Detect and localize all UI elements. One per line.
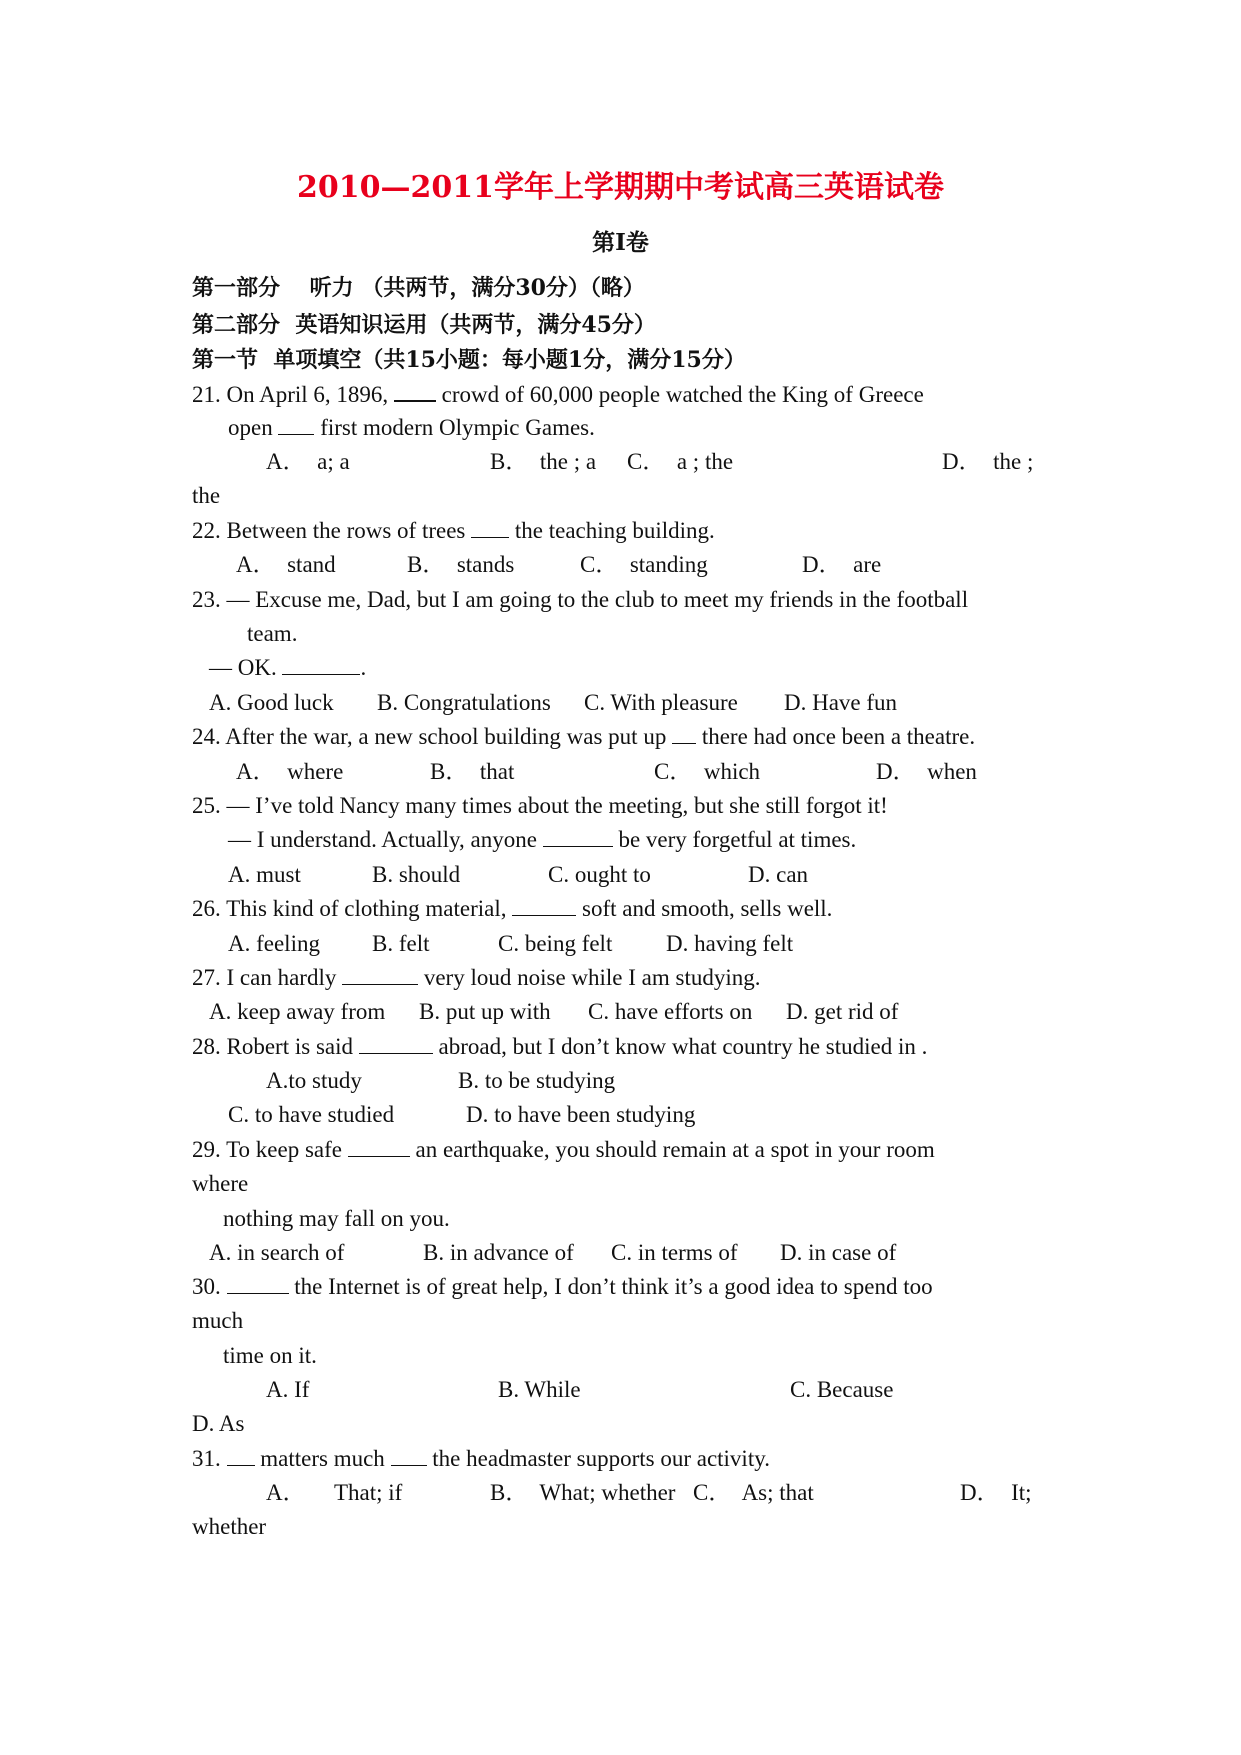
answer-blank [278,414,314,435]
question-22-stem: 22. Between the rows of trees the teaching building. [192,518,715,543]
question-29-stem-cont: where [192,1171,249,1196]
question-25-option-d: D. can [748,862,809,887]
question-25-option-c: C. ought to [548,862,651,887]
question-30-stem: 30. the Internet is of great help, I don’t think it’s a good idea to spend too [192,1274,933,1299]
part1-heading: 第一部分 听力 （共两节，满分30分）（略） [192,275,645,301]
question-23-option-d: D. Have fun [784,690,898,715]
question-21-option-b: B． the ; a [490,449,597,474]
question-29-option-c: C. in terms of [611,1240,738,1265]
question-29-option-a: A. in search of [209,1240,345,1265]
question-31-option-d: D． It; [960,1480,1032,1505]
exam-title: 2010—2011学年上学期期中考试高三英语试卷 [297,170,944,205]
answer-blank [543,826,613,847]
question-27-option-d: D. get rid of [786,999,899,1024]
question-31-stem: 31. matters much the headmaster supports our activity. [192,1446,770,1471]
answer-blank [227,1273,289,1294]
question-30-option-b: B. While [498,1377,581,1402]
question-26-stem: 26. This kind of clothing material, soft and smooth, sells well. [192,896,833,921]
question-27-option-a: A. keep away from [209,999,386,1024]
question-22-option-a: A． stand [236,552,336,577]
question-25-stem: 25. — I’ve told Nancy many times about the meeting, but she still forgot it! [192,793,888,818]
volume-heading: 第Ⅰ卷 [592,229,649,256]
question-23-option-b: B. Congratulations [377,690,551,715]
question-30-stem-cont: much [192,1308,244,1333]
question-25-reply: — I understand. Actually, anyone be very forgetful at times. [228,827,857,852]
question-29-option-b: B. in advance of [423,1240,574,1265]
question-30-stem-cont-2: time on it. [223,1343,317,1368]
answer-blank [348,1136,410,1157]
question-28-option-d: D. to have been studying [466,1102,696,1127]
question-21-stem-cont: open first modern Olympic Games. [228,415,595,440]
answer-blank [512,895,576,916]
question-21-option-c: C． a ; the [627,449,734,474]
question-24-option-c: C． which [654,759,761,784]
question-27-option-c: C. have efforts on [588,999,753,1024]
question-21-option-d: D． the ; [942,449,1034,474]
question-28-stem: 28. Robert is said abroad, but I don’t know what country he studied in . [192,1034,928,1059]
question-24-option-d: D． when [876,759,977,784]
question-27-stem: 27. I can hardly very loud noise while I am studying. [192,965,761,990]
question-21-stem: 21. On April 6, 1896, crowd of 60,000 people watched the King of Greece [192,382,924,407]
question-29-stem-cont-2: nothing may fall on you. [223,1206,450,1231]
answer-blank [391,1445,427,1466]
question-30-option-c: C. Because [790,1377,894,1402]
question-30-option-d: D. As [192,1411,245,1436]
question-31-option-b: B． What; whether [490,1480,676,1505]
question-22-option-d: D． are [802,552,882,577]
question-29-option-d: D. in case of [780,1240,897,1265]
question-21-option-d-cont: the [192,483,221,508]
answer-blank [394,380,436,402]
question-29-stem: 29. To keep safe an earthquake, you should remain at a spot in your room [192,1137,935,1162]
question-28-option-a: A.to study [266,1068,362,1093]
question-22-option-b: B． stands [407,552,515,577]
question-31-option-a: A． That; if [266,1480,403,1505]
question-26-option-b: B. felt [372,931,430,956]
answer-blank [342,964,418,985]
question-25-option-b: B. should [372,862,461,887]
question-28-option-c: C. to have studied [228,1102,395,1127]
answer-blank [227,1445,255,1466]
question-26-option-d: D. having felt [666,931,794,956]
question-23-stem: 23. — Excuse me, Dad, but I am going to the club to meet my friends in the football [192,587,969,612]
question-22-option-c: C． standing [580,552,708,577]
answer-blank [672,723,696,744]
answer-blank [359,1033,433,1054]
question-30-option-a: A. If [266,1377,310,1402]
question-27-option-b: B. put up with [419,999,551,1024]
question-23-option-a: A. Good luck [209,690,334,715]
question-24-option-b: B． that [430,759,515,784]
part2-heading: 第二部分 英语知识运用（共两节，满分45分） [192,312,656,338]
question-24-option-a: A． where [236,759,344,784]
question-25-option-a: A. must [228,862,301,887]
question-28-option-b: B. to be studying [458,1068,616,1093]
question-23-reply: — OK. . [209,655,367,680]
section1-heading: 第一节 单项填空（共15小题：每小题1分，满分15分） [192,347,746,373]
question-21-option-a: A． a; a [266,449,350,474]
question-31-option-c: C． As; that [693,1480,814,1505]
answer-blank [282,654,360,675]
question-24-stem: 24. After the war, a new school building was put up there had once been a theatre. [192,724,976,749]
question-23-stem-cont: team. [247,621,298,646]
question-23-option-c: C. With pleasure [584,690,738,715]
question-26-option-a: A. feeling [228,931,320,956]
question-31-option-d-cont: whether [192,1514,267,1539]
answer-blank [471,517,509,538]
question-26-option-c: C. being felt [498,931,613,956]
